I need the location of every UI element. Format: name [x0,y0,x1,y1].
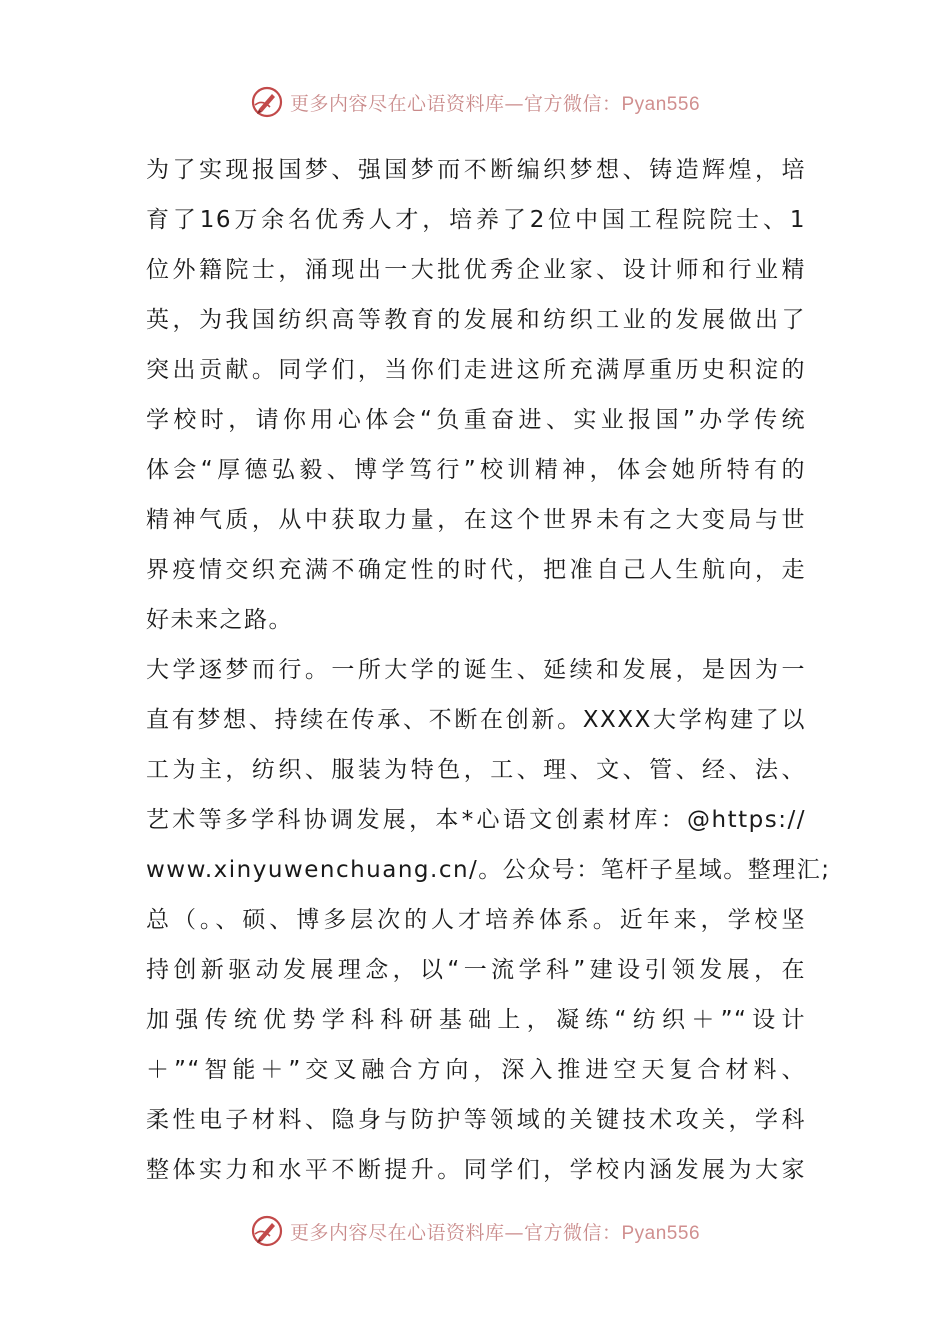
text-line: 总（。、硕、博多层次的人才培养体系。近年来，学校坚 [146,907,806,933]
text-line: 工为主，纺织、服装为特色，工、理、文、管、经、法、 [146,757,806,783]
text-line: 育了16万余名优秀人才，培养了2位中国工程院院士、1 [146,207,806,233]
text-line: 整体实力和水平不断提升。同学们，学校内涵发展为大家 [146,1157,806,1183]
wechat-id: Pyan556 [621,1222,701,1244]
text-line: www.xinyuwenchuang.cn/。公众号：笔杆子星域。整理汇; [146,857,831,883]
text-line: 位外籍院士，涌现出一大批优秀企业家、设计师和行业精 [146,257,806,283]
text-line: 大学逐梦而行。一所大学的诞生、延续和发展，是因为一 [146,657,806,683]
text-line: 加强传统优势学科科研基础上，凝练“纺织＋”“设计 [146,1007,806,1033]
footer-banner [0,1211,950,1251]
banner-text: 更多内容尽在心语资料库—官方微信：Pyan556 [289,92,701,115]
text-line: 精神气质，从中获取力量，在这个世界未有之大变局与世 [146,507,806,533]
wechat-id: Pyan556 [621,93,701,115]
text-line: 持创新驱动发展理念，以“一流学科”建设引领发展，在 [146,957,806,983]
text-line: 艺术等多学科协调发展，本*心语文创素材库：@https:// [146,807,806,833]
text-line: 英，为我国纺织高等教育的发展和纺织工业的发展做出了 [146,307,806,333]
text-line: 为了实现报国梦、强国梦而不断编织梦想、铸造辉煌，培 [146,157,806,183]
text-line: 柔性电子材料、隐身与防护等领域的关键技术攻关，学科 [146,1107,806,1133]
paragraph-2 [146,645,831,1195]
text-line: 直有梦想、持续在传承、不断在创新。XXXX大学构建了以 [146,707,806,733]
banner-text: 更多内容尽在心语资料库—官方微信：Pyan556 [289,1221,701,1244]
pen-logo-icon [250,85,284,119]
text-line: 学校时，请你用心体会“负重奋进、实业报国”办学传统 [146,407,806,433]
text-line: ＋”“智能＋”交叉融合方向，深入推进空天复合材料、 [146,1057,806,1083]
pen-logo-icon [250,1214,284,1248]
text-line: 体会“厚德弘毅、博学笃行”校训精神，体会她所特有的 [146,457,806,483]
header-banner [0,82,950,122]
text-line: 界疫情交织充满不确定性的时代，把准自己人生航向，走 [146,557,806,583]
paragraph-1 [146,145,806,645]
document-body [146,145,831,1195]
text-line: 好未来之路。 [146,607,293,633]
text-line: 突出贡献。同学们，当你们走进这所充满厚重历史积淀的 [146,357,806,383]
